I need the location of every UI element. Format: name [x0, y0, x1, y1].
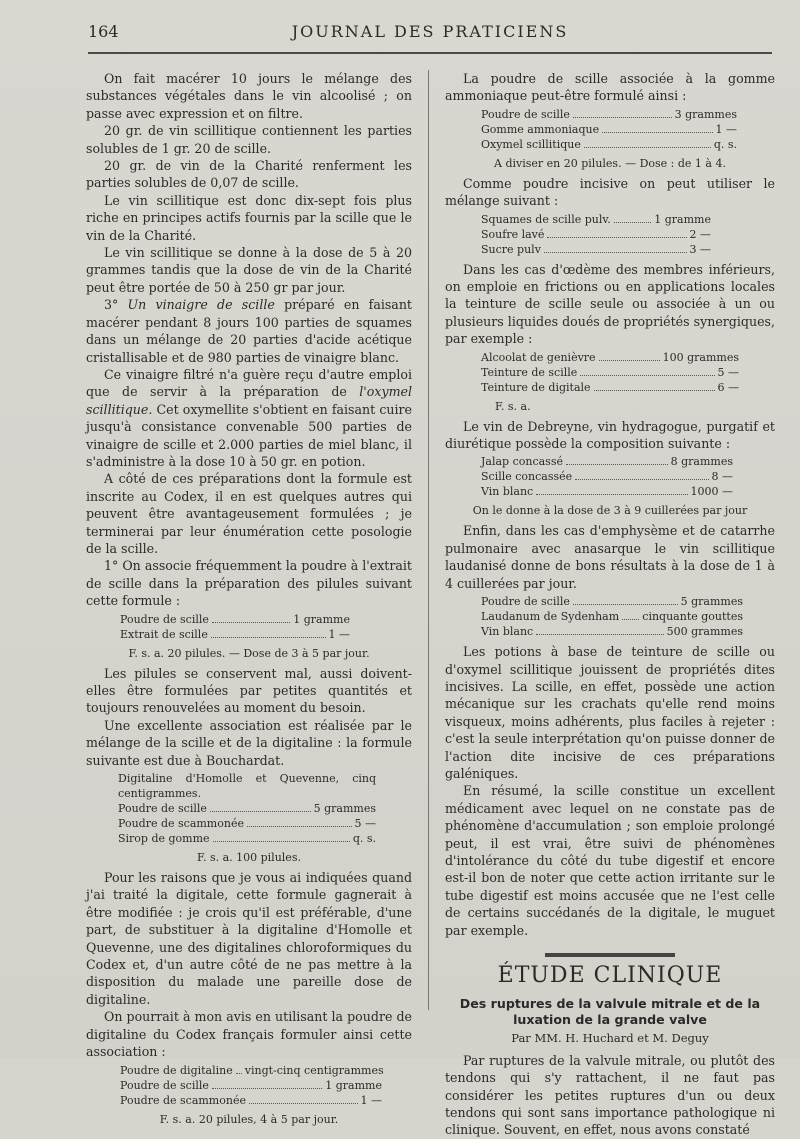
- formula-quantity: 5 grammes: [680, 595, 743, 609]
- formula-quantity: q. s.: [352, 832, 376, 846]
- formula-quantity: 1 gramme: [293, 612, 350, 626]
- paragraph: 20 gr. de vin de la Charité renferment les parties solubles de 0,07 de scille.: [86, 158, 412, 191]
- paragraph: Par ruptures de la valvule mitrale, ou plutôt des tendons qui s'y rattachent, il ne faut pas considérer les petites ruptures d'un ou deux tendons qui sont sans importance pathologique ni clinique. Souvent, en effet, nous avons constaté: [445, 1052, 775, 1138]
- formula-ingredient: Alcoolat de genièvre: [481, 350, 596, 364]
- formula-row: [481, 350, 739, 365]
- formula-row: [481, 137, 737, 152]
- paragraph: Une excellente association est réalisée par le mélange de la scille et de la digitaline : la formule suivante est due à Bouchardat.: [86, 717, 412, 768]
- formula-quantity: 5 —: [717, 365, 739, 379]
- formula-row: [120, 1093, 382, 1108]
- formula-quantity: 1000 —: [690, 485, 733, 499]
- formula-row: [481, 122, 737, 137]
- formula-row: [120, 1063, 382, 1078]
- paragraph: La poudre de scille associée à la gomme ammoniaque peut-être formulé ainsi :: [445, 71, 775, 104]
- formula-ingredient: Poudre de scille: [120, 1078, 209, 1092]
- formula-ingredient: Scille concassée: [481, 470, 573, 484]
- formula-debreyne: [445, 454, 733, 499]
- formula-ingredient: Laudanum de Sydenham: [481, 610, 620, 624]
- vinaigre-text: préparé en faisant macérer pendant 8 jours 100 parties de squames dans un mélange de 20 parties d'acide acétique cristallisable et de 980 parties de vinaigre blanc.: [86, 297, 412, 365]
- formula-ingredient: Poudre de scille: [481, 595, 570, 609]
- formula-note: F. s. a.: [495, 399, 531, 413]
- oxymel-pre: Ce vinaigre filtré n'a guère reçu d'autre emploi que de servir à la préparation de: [86, 366, 412, 400]
- paragraph: On pourrait à mon avis en utilisant la poudre de digitaline du Codex français formuler ainsi cette association :: [86, 1009, 412, 1060]
- formula-quantity: 3 grammes: [674, 107, 737, 121]
- formula-quantity: 1 gramme: [325, 1078, 382, 1092]
- formula-row: [481, 594, 743, 609]
- formula-quantity: 3 —: [689, 242, 711, 256]
- paragraph: Le vin scillitique se donne à la dose de 5 à 20 grammes tandis que la dose de vin de la Charité peut être portée de 50 à 250 gr par jour.: [86, 245, 412, 295]
- formula-quantity: 8 —: [711, 470, 733, 484]
- formula-ingredient: Jalap concassé: [481, 455, 563, 469]
- paragraph: Dans les cas d'œdème des membres inférieurs, on emploie en frictions ou en applications locales la teinture de scille seule ou associée à un ou plusieurs liquides doués de propriétés synergiques, par exemple :: [445, 261, 775, 347]
- formula-pilules: [86, 612, 350, 642]
- formula-laudanise: [445, 594, 743, 639]
- formula-ingredient: Soufre lavé: [481, 227, 545, 241]
- paragraph: Le vin scillitique est donc dix-sept fois plus riche en principes actifs fournis par la scille que le vin de la Charité.: [86, 192, 412, 243]
- paragraph: Enfin, dans les cas d'emphysème et de catarrhe pulmonaire avec anasarque le vin scillitique laudanisé donne de bons résultats à la dose de 1 à 4 cuillerées par jour.: [445, 523, 775, 591]
- formula-ingredient: Sucre pulv: [481, 242, 541, 256]
- formula-quantity: 1 gramme: [654, 212, 711, 226]
- formula-row: [481, 454, 733, 469]
- paragraph: En résumé, la scille constitue un excellent médicament avec lequel on ne constate pas de phénomène d'accumulation ; son emploie prolongé peut, il est vrai, être suivi de phénomènes d'intolérance du côté du tube digestif et encore est-il bon de noter que cette action irritante sur le tube digestif est moins accusée que ne l'est celle de certains succédanés de la digitale, le muguet par exemple.: [445, 783, 775, 938]
- formula-quantity: 2 —: [689, 227, 711, 241]
- formula-quantity: q. s.: [713, 137, 737, 151]
- formula-gomme: [445, 107, 737, 152]
- formula-quantity: 8 grammes: [670, 455, 733, 469]
- section-rule: [545, 953, 675, 957]
- item-number: 3°: [104, 297, 128, 313]
- formula-head: Digitaline d'Homolle et Quevenne, cinq centigrammes.: [118, 772, 376, 801]
- formula-quantity: 100 grammes: [662, 350, 739, 364]
- paragraph: Les pilules se conservent mal, aussi doivent-elles être formulées par petites quantités et toujours renouvelées au moment du besoin.: [86, 665, 412, 716]
- formula-ingredient: Extrait de scille: [120, 627, 208, 641]
- formula-row: [120, 612, 350, 627]
- formula-ingredient: Poudre de scammonée: [118, 817, 244, 831]
- journal-title: JOURNAL DES PRATICIENS: [291, 22, 569, 41]
- formula-quantity: 500 grammes: [666, 625, 743, 639]
- vinaigre-title: Un vinaigre de scille: [127, 297, 275, 313]
- formula-quantity: 1 —: [328, 627, 350, 641]
- formula-row: [481, 107, 737, 122]
- article-authors: Par MM. H. Huchard et M. Deguy: [511, 1031, 709, 1046]
- formula-note: A diviser en 20 pilules. — Dose : de 1 à 4.: [494, 156, 726, 170]
- formula-note: On le donne à la dose de 3 à 9 cuillerées par jour: [472, 504, 748, 518]
- formula-ingredient: Poudre de scammonée: [120, 1093, 246, 1107]
- formula-row: [481, 469, 733, 484]
- formula-row: [481, 212, 711, 227]
- formula-quantity: 1 —: [360, 1093, 382, 1107]
- formula-quantity: 1 —: [715, 122, 737, 136]
- formula-ingredient: Vin blanc: [481, 485, 534, 499]
- formula-row: [118, 816, 376, 831]
- formula-ingredient: Gomme ammoniaque: [481, 122, 600, 136]
- oxymel-title: l'oxymel scillitique: [86, 384, 412, 417]
- page-number: 164: [88, 22, 119, 41]
- formula-digitaline: [86, 1063, 382, 1108]
- formula-note: F. s. a. 100 pilules.: [197, 851, 301, 865]
- formula-incisive: [445, 212, 711, 257]
- paragraph: 1° On associe fréquemment la poudre à l'extrait de scille dans la préparation des pilules suivant cette formule :: [86, 558, 412, 609]
- formula-row: [120, 627, 350, 642]
- formula-ingredient: Sirop de gomme: [118, 832, 210, 846]
- formula-ingredient: Poudre de scille: [118, 802, 207, 816]
- formula-note: F. s. a. 20 pilules, 4 à 5 par jour.: [159, 1112, 339, 1126]
- paragraph-vinaigre: [86, 296, 412, 366]
- paragraph: Les potions à base de teinture de scille ou d'oxymel scillitique jouissent de propriétés dites incisives. La scille, en effet, possède une action mécanique sur les crachats qu'elle rend moins visqueux, moins adhérents, plus faciles à rejeter : c'est la seule interprétation qu'on puisse donner de l'action dite incisive de ces préparations galéniques.: [445, 644, 775, 781]
- formula-note: F. s. a. 20 pilules. — Dose de 3 à 5 par jour.: [128, 646, 370, 660]
- formula-quantity: vingt-cinq centigrammes: [244, 1063, 384, 1077]
- paragraph: On fait macérer 10 jours le mélange des substances végétales dans le vin alcoolisé ; on passe avec expression et on filtre.: [86, 71, 412, 121]
- formula-ingredient: Oxymel scillitique: [481, 137, 581, 151]
- formula-quantity: 5 —: [354, 817, 376, 831]
- paragraph: Comme poudre incisive on peut utiliser le mélange suivant :: [445, 175, 775, 209]
- formula-row: [481, 624, 743, 639]
- formula-row: [481, 227, 711, 242]
- formula-ingredient: Poudre de scille: [120, 612, 209, 626]
- formula-row: [481, 380, 739, 395]
- section-title: ÉTUDE CLINIQUE: [497, 963, 723, 988]
- formula-ingredient: Teinture de digitale: [481, 380, 591, 394]
- article-title: Des ruptures de la valvule mitrale et de la luxation de la grande valve: [459, 996, 761, 1028]
- formula-row: [118, 801, 376, 816]
- formula-quantity: cinquante gouttes: [642, 610, 743, 624]
- page-header: [88, 18, 772, 54]
- formula-ingredient: Vin blanc: [481, 625, 534, 639]
- column-divider: [428, 70, 429, 1010]
- paragraph-oxymel: [86, 366, 412, 470]
- right-column: [445, 70, 775, 1139]
- formula-row: [481, 242, 711, 257]
- formula-bouchardat: [86, 771, 376, 846]
- paragraph: 20 gr. de vin scillitique contiennent les parties solubles de 1 gr. 20 de scille.: [86, 123, 412, 156]
- formula-friction: [445, 350, 739, 395]
- formula-row: [118, 831, 376, 846]
- left-column: [86, 70, 412, 1131]
- formula-ingredient: Teinture de scille: [481, 365, 578, 379]
- formula-quantity: 5 grammes: [313, 802, 376, 816]
- paragraph: Le vin de Debreyne, vin hydragogue, purgatif et diurétique possède la composition suivante :: [445, 418, 775, 452]
- formula-quantity: 6 —: [717, 380, 739, 394]
- paragraph: A côté de ces préparations dont la formule est inscrite au Codex, il en est quelques autres qui peuvent être avantageusement formulées ; je terminerai par leur énumération cette posologie de la scille.: [86, 471, 412, 556]
- formula-row: [481, 609, 743, 624]
- formula-ingredient: Poudre de scille: [481, 107, 570, 121]
- oxymel-post: . Cet oxymellite s'obtient en faisant cuire jusqu'à consistance convenable 500 parties de vinaigre de scille et 2.000 parties de miel blanc, il s'administre à la dose 10 à 50 gr. en potion.: [86, 401, 412, 469]
- formula-ingredient: Poudre de digitaline: [120, 1063, 233, 1077]
- formula-ingredient: Squames de scille pulv.: [481, 212, 611, 226]
- formula-row: [120, 1078, 382, 1093]
- paragraph: Pour les raisons que je vous ai indiquées quand j'ai traité la digitale, cette formule gagnerait à être modifiée : je crois qu'il est préférable, d'une part, de substituer à la digitaline d'Homolle et Quevenne, une des digitalines chloroformiques du Codex et, d'un autre côté de ne pas mettre à la disposition du malade une pareille dose de digitaline.: [86, 870, 412, 1007]
- formula-row: [481, 365, 739, 380]
- formula-row: [481, 484, 733, 499]
